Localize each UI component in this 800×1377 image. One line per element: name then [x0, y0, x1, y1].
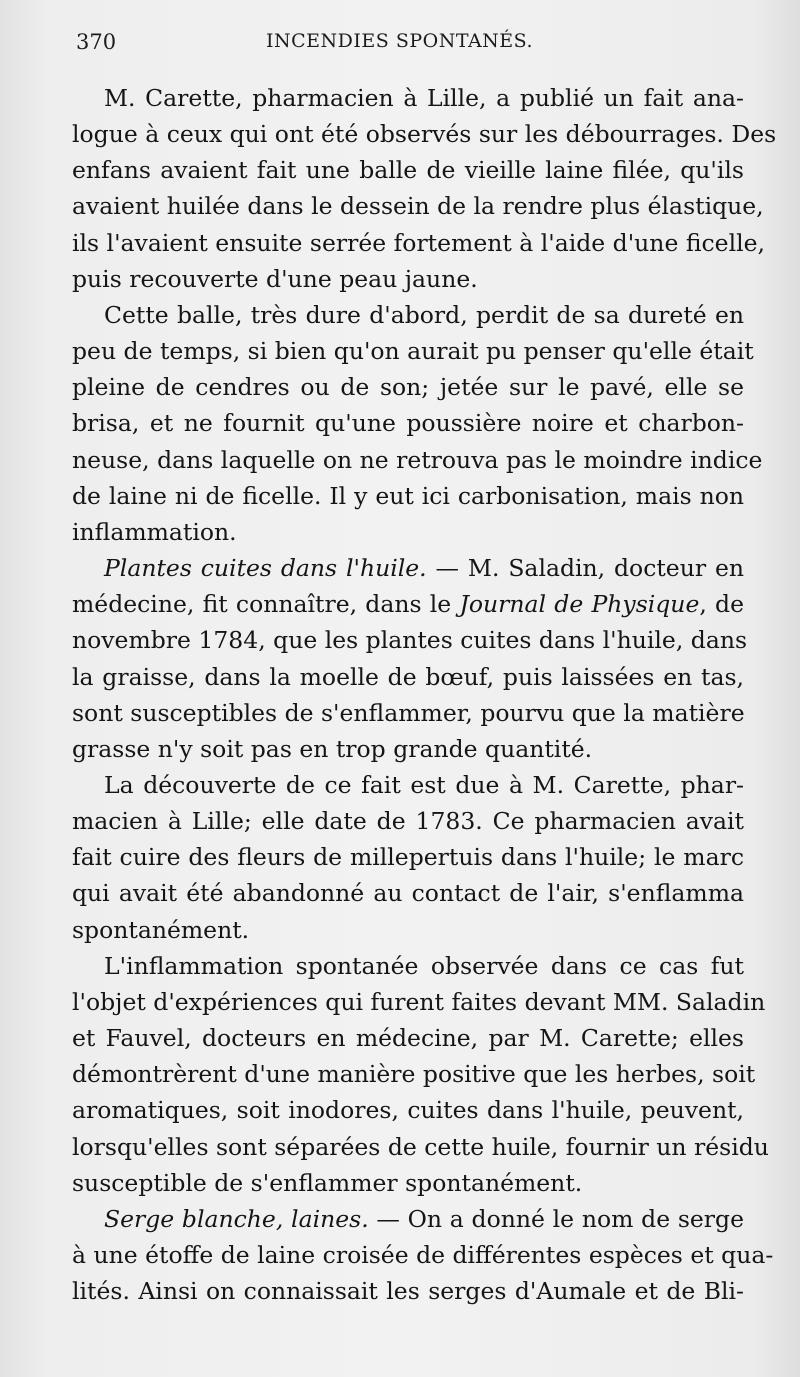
text-line: inflammation.: [72, 517, 237, 546]
text-line: la graisse, dans la moelle de bœuf, puis laissées en tas,: [72, 662, 744, 691]
section-lead: Plantes cuites dans l'huile.: [104, 554, 427, 583]
text-line: fait cuire des fleurs de millepertuis dans l'huile; le marc: [72, 843, 744, 872]
paragraph-serge-blanche: [72, 1201, 774, 1309]
text-line: La découverte de ce fait est due à M. Carette, phar-: [104, 770, 744, 799]
running-title: INCENDIES SPONTANÉS.: [266, 30, 534, 52]
text-line: aromatiques, soit inodores, cuites dans l'huile, peuvent,: [72, 1096, 744, 1125]
text-line: M. Carette, pharmacien à Lille, a publié un fait ana-: [104, 84, 744, 112]
text-run: — M. Saladin, docteur en: [426, 554, 745, 583]
paragraph-plantes-cuites: [72, 550, 748, 767]
text-line: susceptible de s'enflammer spontanément.: [72, 1168, 583, 1197]
paragraph-balle-carbonisation: [72, 297, 763, 550]
paragraph-carette-balle: [72, 80, 777, 297]
text-line: macien à Lille; elle date de 1783. Ce pharmacien avait: [72, 807, 744, 836]
text-line: brisa, et ne fournit qu'une poussière noire et charbon-: [72, 409, 744, 438]
text-line: enfans avaient fait une balle de vieille laine filée, qu'ils: [72, 156, 744, 185]
text-line: lités. Ainsi on connaissait les serges d'Aumale et de Bli-: [72, 1277, 744, 1306]
text-line: avaient huilée dans le dessein de la rendre plus élastique,: [72, 192, 764, 221]
text-run: , de: [699, 590, 745, 619]
text-line: démontrèrent d'une manière positive que les herbes, soit: [72, 1060, 756, 1089]
text-line: L'inflammation spontanée observée dans ce cas fut: [104, 951, 744, 980]
text-line: logue à ceux qui ont été observés sur les débourrages. Des: [72, 120, 777, 149]
text-line: l'objet d'expériences qui furent faites devant MM. Saladin: [72, 987, 766, 1016]
text-line: peu de temps, si bien qu'on aurait pu penser qu'elle était: [72, 337, 754, 366]
text-line: ils l'avaient ensuite serrée fortement à l'aide d'une ficelle,: [72, 228, 765, 257]
text-line: pleine de cendres ou de son; jetée sur le pavé, elle se: [72, 373, 744, 402]
body-text: [72, 80, 777, 1309]
paragraph-decouverte: [72, 767, 744, 948]
text-line: de laine ni de ficelle. Il y eut ici carbonisation, mais non: [72, 481, 744, 510]
text-line: sont susceptibles de s'enflammer, pourvu que la matière: [72, 698, 745, 727]
paragraph-experiences: [72, 948, 769, 1201]
section-lead: Serge blanche, laines.: [104, 1204, 369, 1233]
text-run: médecine, fit connaître, dans le: [72, 590, 460, 619]
text-line: lorsqu'elles sont séparées de cette huile, fournir un résidu: [72, 1132, 769, 1161]
page-header: [76, 30, 736, 74]
text-line: à une étoffe de laine croisée de différentes espèces et qua-: [72, 1241, 774, 1269]
text-line: neuse, dans laquelle on ne retrouva pas le moindre indice: [72, 445, 763, 474]
text-line: novembre 1784, que les plantes cuites dans l'huile, dans: [72, 626, 748, 655]
text-line: Cette balle, très dure d'abord, perdit de sa dureté en: [104, 300, 744, 329]
text-line: grasse n'y soit pas en trop grande quantité.: [72, 734, 593, 763]
text-line: [72, 1201, 744, 1237]
journal-title: Journal de Physique: [459, 590, 700, 619]
text-line: [72, 586, 744, 622]
text-line: spontanément.: [72, 915, 250, 944]
text-run: — On a donné le nom de serge: [368, 1204, 744, 1233]
page-number: 370: [76, 30, 117, 54]
text-line: [72, 550, 744, 586]
text-line: et Fauvel, docteurs en médecine, par M. Carette; elles: [72, 1024, 744, 1053]
text-line: puis recouverte d'une peau jaune.: [72, 264, 478, 293]
text-line: qui avait été abandonné au contact de l'air, s'enflamma: [72, 879, 744, 908]
